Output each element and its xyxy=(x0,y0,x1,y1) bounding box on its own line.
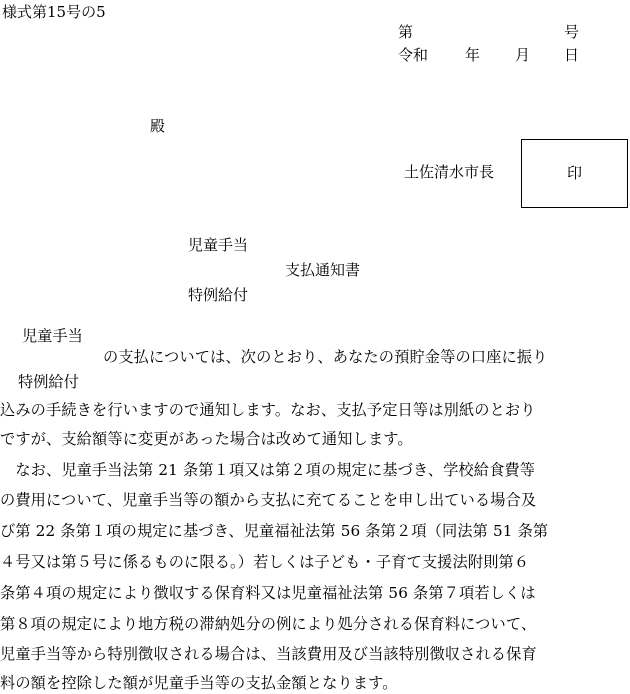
doc-number-suffix: 号 xyxy=(564,23,580,41)
body-line: 込みの手続きを行いますので通知します。なお、支払予定日等は別紙のとおり xyxy=(0,401,536,419)
date-year: 年 xyxy=(465,46,481,64)
document-title: 支払通知書 xyxy=(285,261,361,279)
form-number: 様式第15号の5 xyxy=(2,3,106,21)
seal-box xyxy=(521,139,628,208)
title-line-2: 特例給付 xyxy=(188,286,249,304)
body-line: ですが、支給額等に変更があった場合は改めて通知します。 xyxy=(0,430,413,448)
date-day: 日 xyxy=(564,46,580,64)
doc-number-prefix: 第 xyxy=(398,23,414,41)
date-era: 令和 xyxy=(398,46,429,64)
body-line: 料の額を控除した額が児童手当等の支払金額となります。 xyxy=(0,674,398,692)
body-line: 児童手当等から特別徴収される場合は、当該費用及び当該特別徴収される保育 xyxy=(0,645,537,663)
seal-mark: 印 xyxy=(566,164,582,182)
body-line: 条第４項の規定により徴収する保育料又は児童福祉法第 56 条第７項若しくは xyxy=(0,584,536,602)
body-line: 第８項の規定により地方税の滞納処分の例により処分される保育料について、 xyxy=(0,615,537,633)
addressee-suffix: 殿 xyxy=(150,117,166,135)
body-line: なお、児童手当法第 21 条第１項又は第２項の規定に基づき、学校給食費等 xyxy=(0,461,536,479)
body-line: び第 22 条第１項の規定に基づき、児童福祉法第 56 条第２項（同法第 51 条第 xyxy=(0,522,549,540)
date-month: 月 xyxy=(515,46,531,64)
title-line-1: 児童手当 xyxy=(188,236,249,254)
body-line: の費用について、児童手当等の額から支払に充てることを申し出ている場合及 xyxy=(0,491,537,509)
body-intro-lower: 特例給付 xyxy=(18,373,79,391)
body-line: ４号又は第５号に係るものに限る。）若しくは子ども・子育て支援法附則第６ xyxy=(0,553,530,571)
sender-name: 土佐清水市長 xyxy=(404,163,495,181)
body-intro-upper: 児童手当 xyxy=(22,327,83,345)
body-line: の支払については、次のとおり、あなたの預貯金等の口座に振り xyxy=(103,348,548,366)
